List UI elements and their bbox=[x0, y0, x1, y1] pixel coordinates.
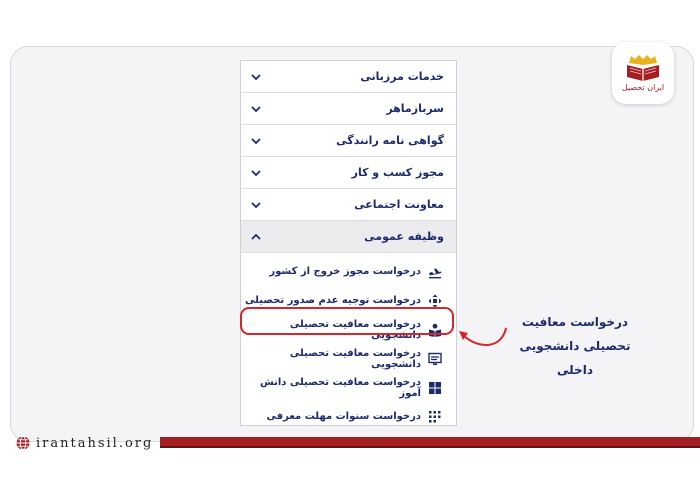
section-driving-license[interactable] bbox=[241, 125, 456, 157]
services-accordion-menu bbox=[240, 60, 457, 426]
globe-icon bbox=[16, 436, 30, 450]
sub-item-label: درخواست معافیت تحصیلی دانشجویی bbox=[289, 318, 421, 341]
sub-item-label: درخواست سنوات مهلت معرفی bbox=[266, 411, 421, 422]
footer-bar-shadow bbox=[160, 446, 700, 448]
section-military-service[interactable] bbox=[241, 221, 456, 253]
footer-bar bbox=[160, 437, 700, 446]
callout-line-2: تحصیلی دانشجویی داخلی bbox=[519, 339, 631, 377]
sub-item-label: درخواست توجیه عدم صدور تحصیلی bbox=[245, 295, 421, 306]
sub-item-student-exemption-2[interactable] bbox=[241, 344, 456, 373]
section-border-services[interactable] bbox=[241, 61, 456, 93]
section-skilled-soldier[interactable] bbox=[241, 93, 456, 125]
site-url-text: irantahsil.org bbox=[36, 435, 154, 451]
chevron-down-icon bbox=[251, 168, 261, 178]
section-label: معاونت اجتماعی bbox=[354, 198, 444, 211]
chevron-down-icon bbox=[251, 136, 261, 146]
section-label: وظیفه عمومی bbox=[364, 230, 444, 243]
callout-line-1: درخواست معافیت bbox=[521, 315, 629, 329]
chevron-down-icon bbox=[251, 104, 261, 114]
military-service-sublist bbox=[241, 253, 456, 431]
grid-icon bbox=[428, 381, 442, 395]
arrows-move-icon bbox=[428, 294, 442, 308]
chevron-down-icon bbox=[251, 200, 261, 210]
sub-item-exit-permit[interactable] bbox=[241, 257, 456, 286]
logo-text: ایران تحصیل bbox=[621, 82, 665, 92]
site-url[interactable] bbox=[16, 432, 153, 454]
sub-item-label: درخواست معافیت تحصیلی دانش آموز bbox=[259, 376, 421, 399]
section-label: خدمات مرزبانی bbox=[360, 70, 444, 83]
section-label: مجوز کسب و کار bbox=[351, 166, 444, 179]
section-label: سربازماهر bbox=[386, 102, 444, 115]
sub-item-introduction-deadline[interactable] bbox=[241, 402, 456, 431]
sub-item-label: درخواست معافیت تحصیلی دانشجویی bbox=[289, 347, 421, 370]
section-social-deputy[interactable] bbox=[241, 189, 456, 221]
chevron-down-icon bbox=[251, 72, 261, 82]
sub-item-label: درخواست مجوز خروج از کشور bbox=[269, 266, 421, 277]
sub-item-pupil-exemption[interactable] bbox=[241, 373, 456, 402]
highlight-ring bbox=[240, 307, 454, 335]
dots-grid-icon bbox=[428, 410, 442, 424]
section-business-license[interactable] bbox=[241, 157, 456, 189]
section-label: گواهی نامه رانندگی bbox=[336, 134, 444, 147]
callout-annotation bbox=[500, 310, 650, 382]
book-logo-icon bbox=[625, 55, 661, 81]
site-logo bbox=[612, 42, 674, 104]
screen-cast-icon bbox=[428, 352, 442, 366]
plane-departure-icon bbox=[428, 265, 442, 279]
chevron-up-icon bbox=[251, 232, 261, 242]
